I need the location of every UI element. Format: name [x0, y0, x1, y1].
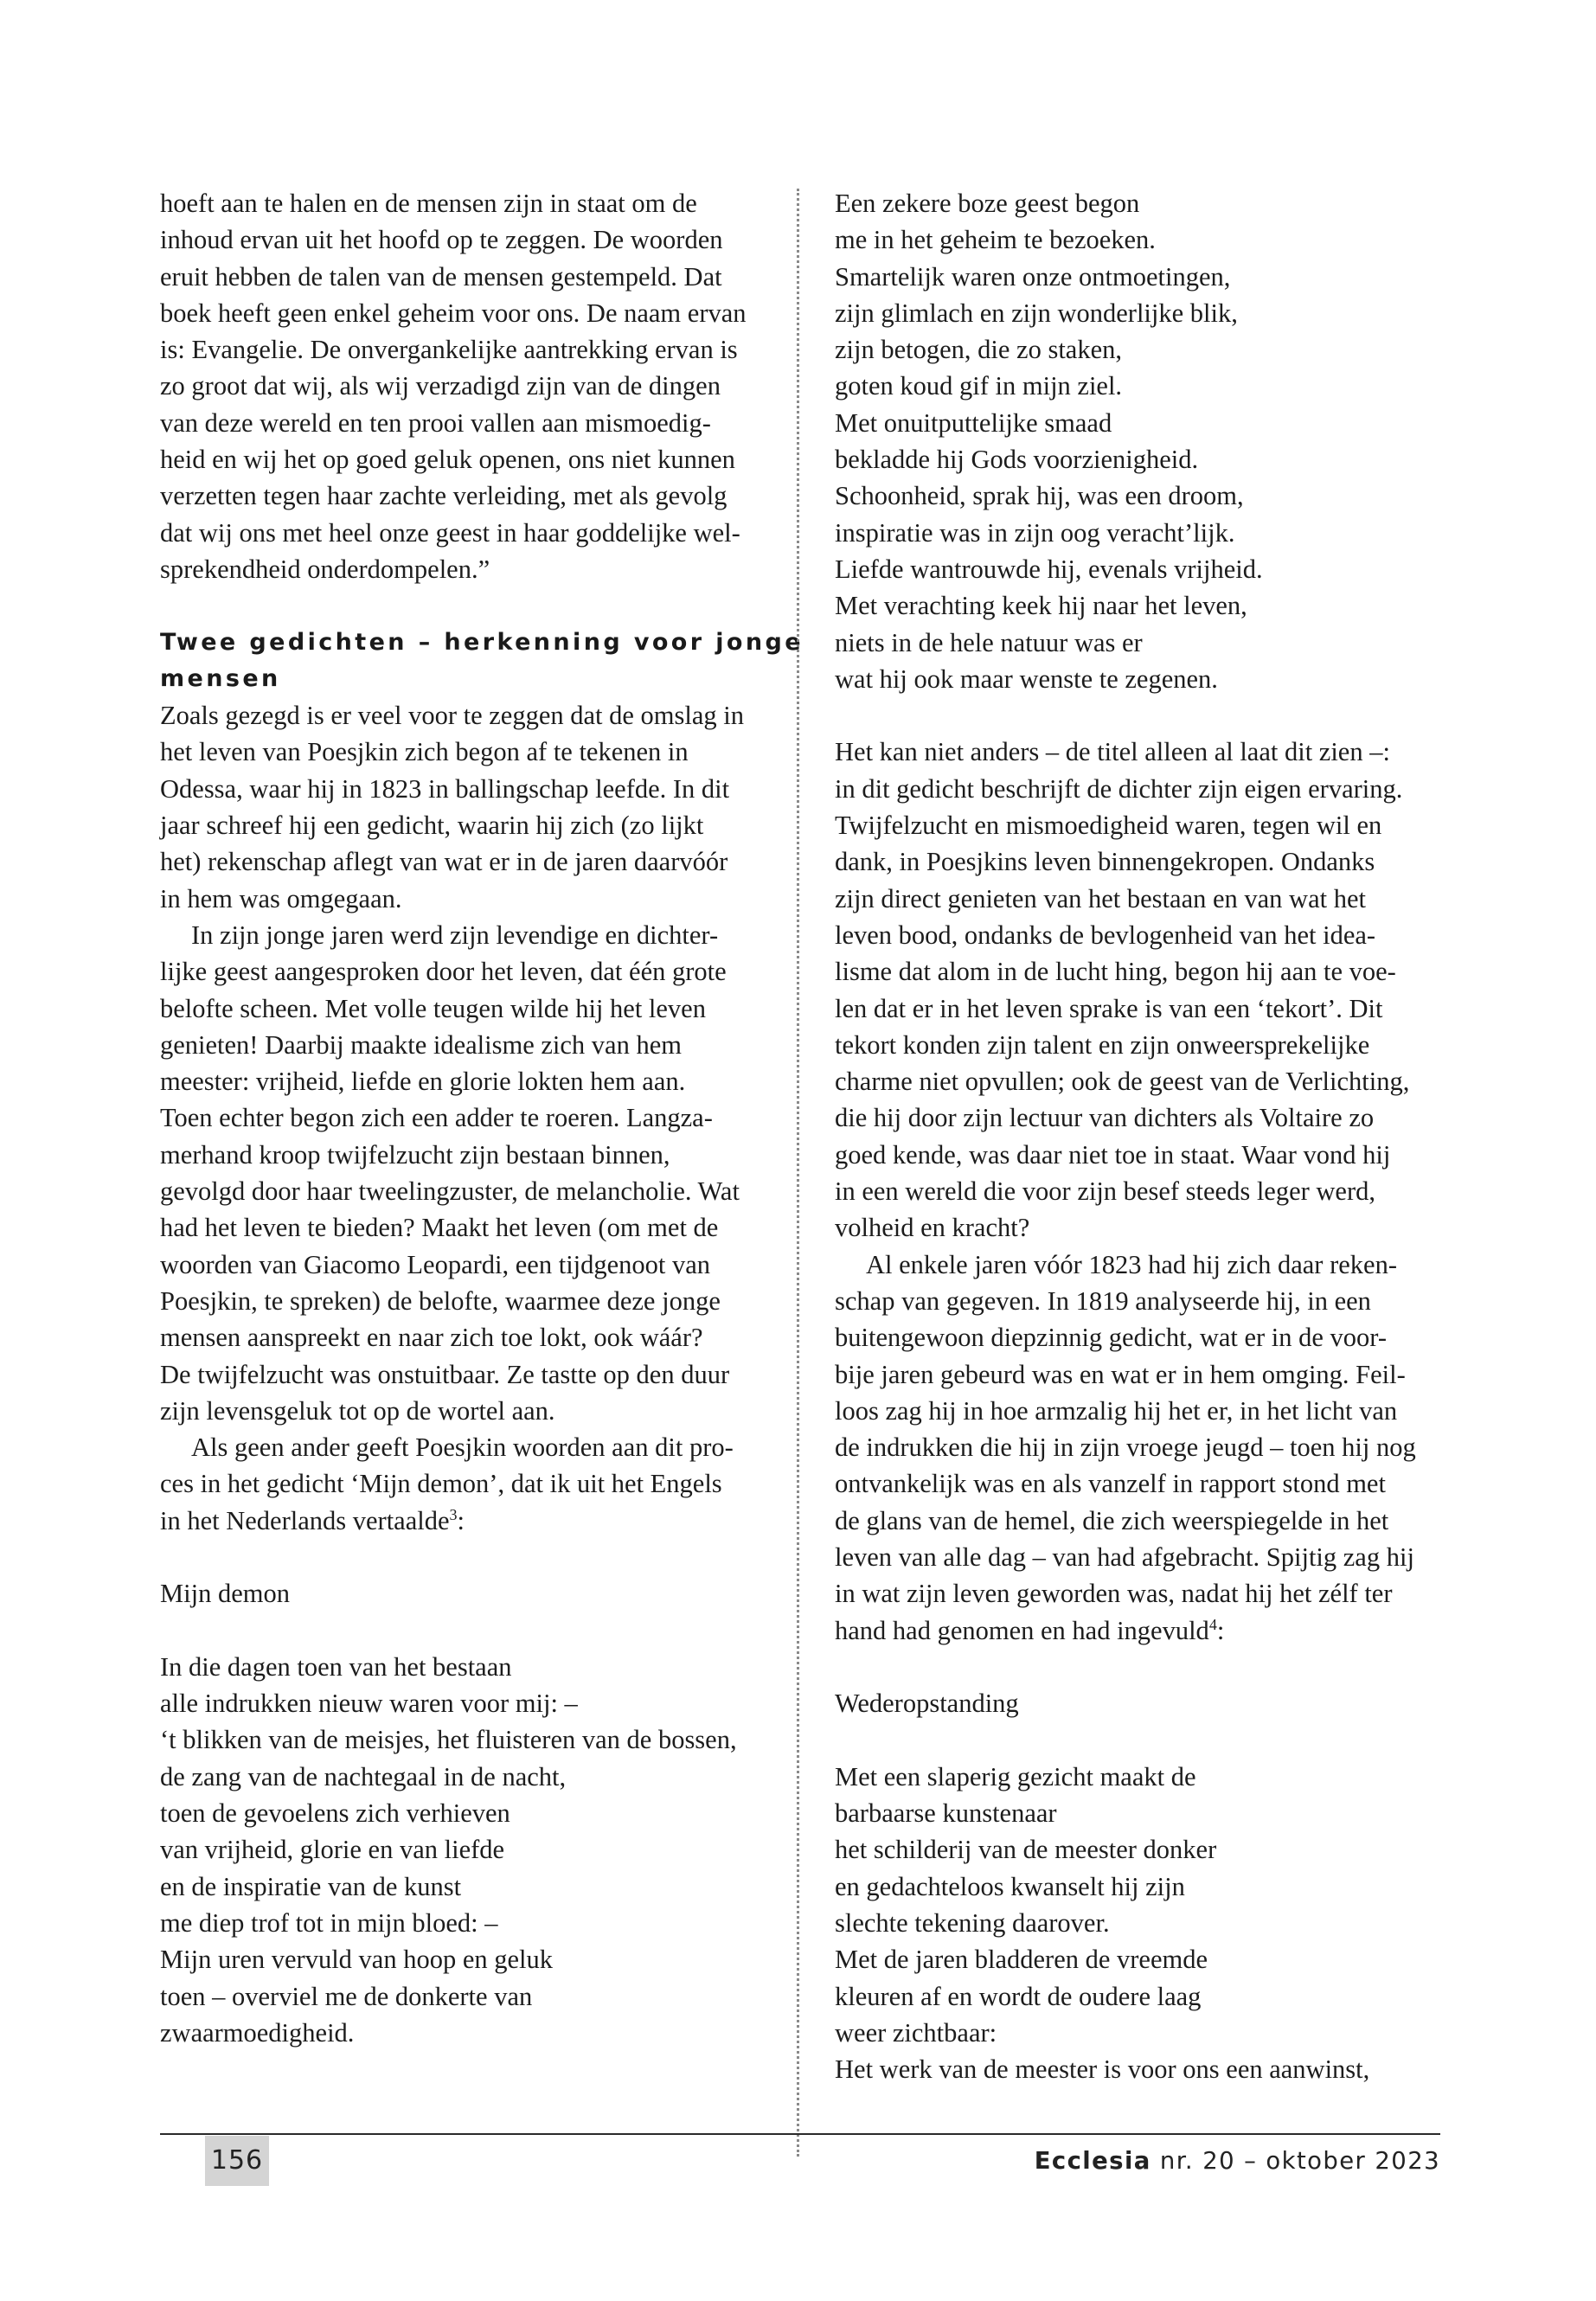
text-line: ontvankelijk was en als vanzelf in rapport stond met	[835, 1469, 1386, 1499]
text-line: gevolgd door haar tweelingzuster, de melancholie. Wat	[160, 1176, 740, 1207]
poem-line: zijn glimlach en zijn wonderlijke blik,	[835, 298, 1238, 328]
poem-line: Met verachting keek hij naar het leven,	[835, 591, 1247, 621]
poem-line: Met onuitputtelijke smaad	[835, 407, 1112, 438]
poem-line: Smartelijk waren onze ontmoetingen,	[835, 261, 1231, 292]
poem-line: In die dagen toen van het bestaan	[160, 1651, 512, 1682]
poem-continued	[835, 185, 1440, 697]
poem-line: niets in de hele natuur was er	[835, 627, 1143, 657]
poem-line: bekladde hij Gods voorzienigheid.	[835, 445, 1199, 475]
page-number: 156	[205, 2136, 269, 2186]
poem-line: het schilderij van de meester donker	[835, 1835, 1217, 1865]
text-fragment: :	[1216, 1615, 1225, 1645]
text-line: mensen aanspreekt en naar zich toe lokt, ook wáár?	[160, 1323, 703, 1353]
poem-line: slechte tekening daarover.	[835, 1907, 1110, 1938]
poem-line: me in het geheim te bezoeken.	[835, 225, 1156, 255]
poem-line: Liefde wantrouwde hij, evenals vrijheid.	[835, 554, 1263, 584]
text-line	[835, 1612, 1440, 1649]
poem	[835, 1759, 1440, 2088]
left-column	[160, 185, 804, 2051]
spacer	[835, 697, 1440, 734]
text-line: had het leven te bieden? Maakt het leven (om met de	[160, 1213, 719, 1243]
text-line: dank, in Poesjkins leven binnengekropen. Ondanks	[835, 847, 1375, 877]
text-line: meester: vrijheid, liefde en glorie lokten hem aan.	[160, 1067, 686, 1097]
text-line: Toen echter begon zich een adder te roeren. Langza-	[160, 1103, 713, 1133]
text-line: lijke geest aangesproken door het leven, dat één grote	[160, 957, 727, 987]
text-line: merhand kroop twijfelzucht zijn bestaan binnen,	[160, 1139, 670, 1170]
text-line: in een wereld die voor zijn besef steeds leger werd,	[835, 1176, 1375, 1207]
poem-line: wat hij ook maar wenste te zegenen.	[835, 663, 1218, 694]
text-line: volheid en kracht?	[835, 1213, 1030, 1243]
text-line: sprekendheid onderdompelen.”	[160, 554, 490, 584]
poem-line: zwaarmoedigheid.	[160, 2017, 355, 2048]
text-line: van deze wereld en ten prooi vallen aan mismoedig-	[160, 407, 711, 438]
text-line: die hij door zijn lectuur van dichters als Voltaire zo	[835, 1103, 1375, 1133]
poem-line: Het werk van de meester is voor ons een aanwinst,	[835, 2054, 1370, 2085]
poem-line: de zang van de nachtegaal in de nacht,	[160, 1761, 567, 1791]
spacer	[835, 1721, 1440, 1758]
text-line: is: Evangelie. De onvergankelijke aantrekking ervan is	[160, 335, 738, 365]
paragraph	[160, 1429, 757, 1539]
paragraph	[160, 697, 757, 917]
poem-line: weer zichtbaar:	[835, 2017, 997, 2048]
text-line: verzetten tegen haar zachte verleiding, met als gevolg	[160, 481, 727, 511]
text-line: genieten! Daarbij maakte idealisme zich van hem	[160, 1029, 682, 1060]
heading-line: mensen	[160, 664, 281, 692]
text-fragment: in het Nederlands vertaalde	[160, 1505, 450, 1535]
text-line: in hem was omgegaan.	[160, 883, 402, 913]
text-line: charme niet opvullen; ook de geest van de Verlichting,	[835, 1067, 1410, 1097]
poem-line: Een zekere boze geest begon	[835, 189, 1140, 218]
paragraph	[160, 917, 757, 1429]
text-line: het) rekenschap aflegt van wat er in de jaren daarvóór	[160, 847, 728, 877]
text-line: jaar schreef hij een gedicht, waarin hij zich (zo lijkt	[160, 811, 704, 841]
poem-line: Met de jaren bladderen de vreemde	[835, 1945, 1208, 1975]
poem-line: van vrijheid, glorie en van liefde	[160, 1835, 505, 1865]
text-line: in wat zijn leven geworden was, nadat hij het zélf ter	[835, 1579, 1393, 1609]
poem-line: alle indrukken nieuw waren voor mij: –	[160, 1689, 578, 1719]
text-fragment: :	[457, 1505, 465, 1535]
text-line: schap van gegeven. In 1819 analyseerde hij, in een	[835, 1285, 1371, 1316]
text-line	[160, 1503, 757, 1539]
poem-line: ‘t blikken van de meisjes, het fluisteren van de bossen,	[160, 1725, 737, 1755]
text-line: zijn direct genieten van het bestaan en van wat het	[835, 883, 1366, 913]
journal-info	[1035, 2136, 1440, 2186]
text-line: len dat er in het leven sprake is van een ‘tekort’. Dit	[835, 993, 1383, 1023]
paragraph	[835, 1247, 1440, 1649]
poem	[160, 1649, 757, 2051]
column-divider	[797, 189, 799, 2157]
footnote-ref: 4	[1208, 1615, 1217, 1633]
text-line: tekort konden zijn talent en zijn onweersprekelijke	[835, 1029, 1370, 1060]
poem-title: Wederopstanding	[835, 1689, 1019, 1719]
text-line: Als geen ander geeft Poesjkin woorden aan dit pro-	[191, 1433, 734, 1463]
poem-line: en gedachteloos kwanselt hij zijn	[835, 1871, 1185, 1901]
text-line: goed kende, was daar niet toe in staat. Waar vond hij	[835, 1139, 1391, 1170]
poem-line: toen de gevoelens zich verhieven	[160, 1798, 510, 1829]
footnote-ref: 3	[449, 1505, 458, 1523]
spacer	[160, 1612, 757, 1649]
text-line: ces in het gedicht ‘Mijn demon’, dat ik uit het Engels	[160, 1469, 722, 1499]
poem-line: Met een slaperig gezicht maakt de	[835, 1761, 1196, 1791]
journal-name: Ecclesia	[1034, 2147, 1151, 2175]
text-line: in dit gedicht beschrijft de dichter zijn eigen ervaring.	[835, 773, 1403, 804]
text-line: leven van alle dag – van had afgebracht. Spijtig zag hij	[835, 1541, 1414, 1572]
right-column	[835, 185, 1440, 2087]
text-line: Al enkele jaren vóór 1823 had hij zich daar reken-	[866, 1249, 1397, 1279]
text-line: woorden van Giacomo Leopardi, een tijdgenoot van	[160, 1249, 711, 1279]
text-line: Zoals gezegd is er veel voor te zeggen dat de omslag in	[160, 701, 744, 731]
text-line: lisme dat alom in de lucht hing, begon hij aan te voe-	[835, 957, 1396, 987]
text-line: In zijn jonge jaren werd zijn levendige en dichter-	[191, 920, 719, 950]
poem-line: Mijn uren vervuld van hoop en geluk	[160, 1945, 554, 1975]
text-line: zo groot dat wij, als wij verzadigd zijn van de dingen	[160, 371, 721, 401]
text-line: de glans van de hemel, die zich weerspiegelde in het	[835, 1505, 1389, 1535]
spacer	[160, 587, 757, 624]
poem-line: inspiratie was in zijn oog veracht’lijk.	[835, 517, 1235, 548]
poem-title: Mijn demon	[160, 1579, 290, 1609]
text-line: Het kan niet anders – de titel alleen al laat dit zien –:	[835, 737, 1390, 767]
heading-line: Twee gedichten – herkenning voor jonge	[160, 628, 804, 656]
poem-line: barbaarse kunstenaar	[835, 1798, 1057, 1829]
text-line: boek heeft geen enkel geheim voor ons. De naam ervan	[160, 298, 747, 328]
poem-line: goten koud gif in mijn ziel.	[835, 371, 1123, 401]
text-line: het leven van Poesjkin zich begon af te tekenen in	[160, 737, 689, 767]
text-line: Poesjkin, te spreken) de belofte, waarmee deze jonge	[160, 1285, 721, 1316]
journal-issue: nr. 20 – oktober 2023	[1159, 2147, 1440, 2175]
text-line: eruit hebben de talen van de mensen gestempeld. Dat	[160, 261, 722, 292]
text-fragment: hand had genomen en had ingevuld	[835, 1615, 1209, 1645]
paragraph-continued	[160, 185, 757, 587]
poem-line: Schoonheid, sprak hij, was een droom,	[835, 481, 1244, 511]
spacer	[160, 1539, 757, 1575]
text-line: hoeft aan te halen en de mensen zijn in staat om de	[160, 189, 697, 218]
text-line: heid en wij het op goed geluk openen, ons niet kunnen	[160, 445, 735, 475]
text-line: De twijfelzucht was onstuitbaar. Ze tastte op den duur	[160, 1359, 730, 1389]
text-line: belofte scheen. Met volle teugen wilde hij het leven	[160, 993, 706, 1023]
section-heading	[160, 625, 804, 698]
text-line: Twijfelzucht en mismoedigheid waren, tegen wil en	[835, 811, 1382, 841]
text-line: bije jaren gebeurd was en wat er in hem omging. Feil-	[835, 1359, 1406, 1389]
text-line: loos zag hij in hoe armzalig hij het er, in het licht van	[835, 1395, 1398, 1426]
text-line: leven bood, ondanks de bevlogenheid van het idea-	[835, 920, 1376, 950]
text-line: Odessa, waar hij in 1823 in ballingschap leefde. In dit	[160, 773, 730, 804]
footer-rule	[160, 2133, 1440, 2135]
paragraph	[835, 734, 1440, 1246]
text-line: inhoud ervan uit het hoofd op te zeggen. De woorden	[160, 225, 723, 255]
poem-line: me diep trof tot in mijn bloed: –	[160, 1907, 498, 1938]
poem-line: en de inspiratie van de kunst	[160, 1871, 462, 1901]
spacer	[835, 1649, 1440, 1685]
text-line: buitengewoon diepzinnig gedicht, wat er in de voor-	[835, 1323, 1388, 1353]
poem-line: kleuren af en wordt de oudere laag	[835, 1981, 1202, 2011]
poem-line: zijn betogen, die zo staken,	[835, 335, 1123, 365]
text-line: zijn levensgeluk tot op de wortel aan.	[160, 1395, 555, 1426]
text-line: de indrukken die hij in zijn vroege jeugd – toen hij nog	[835, 1433, 1416, 1463]
text-line: dat wij ons met heel onze geest in haar goddelijke wel-	[160, 517, 740, 548]
poem-line: toen – overviel me de donkerte van	[160, 1981, 533, 2011]
